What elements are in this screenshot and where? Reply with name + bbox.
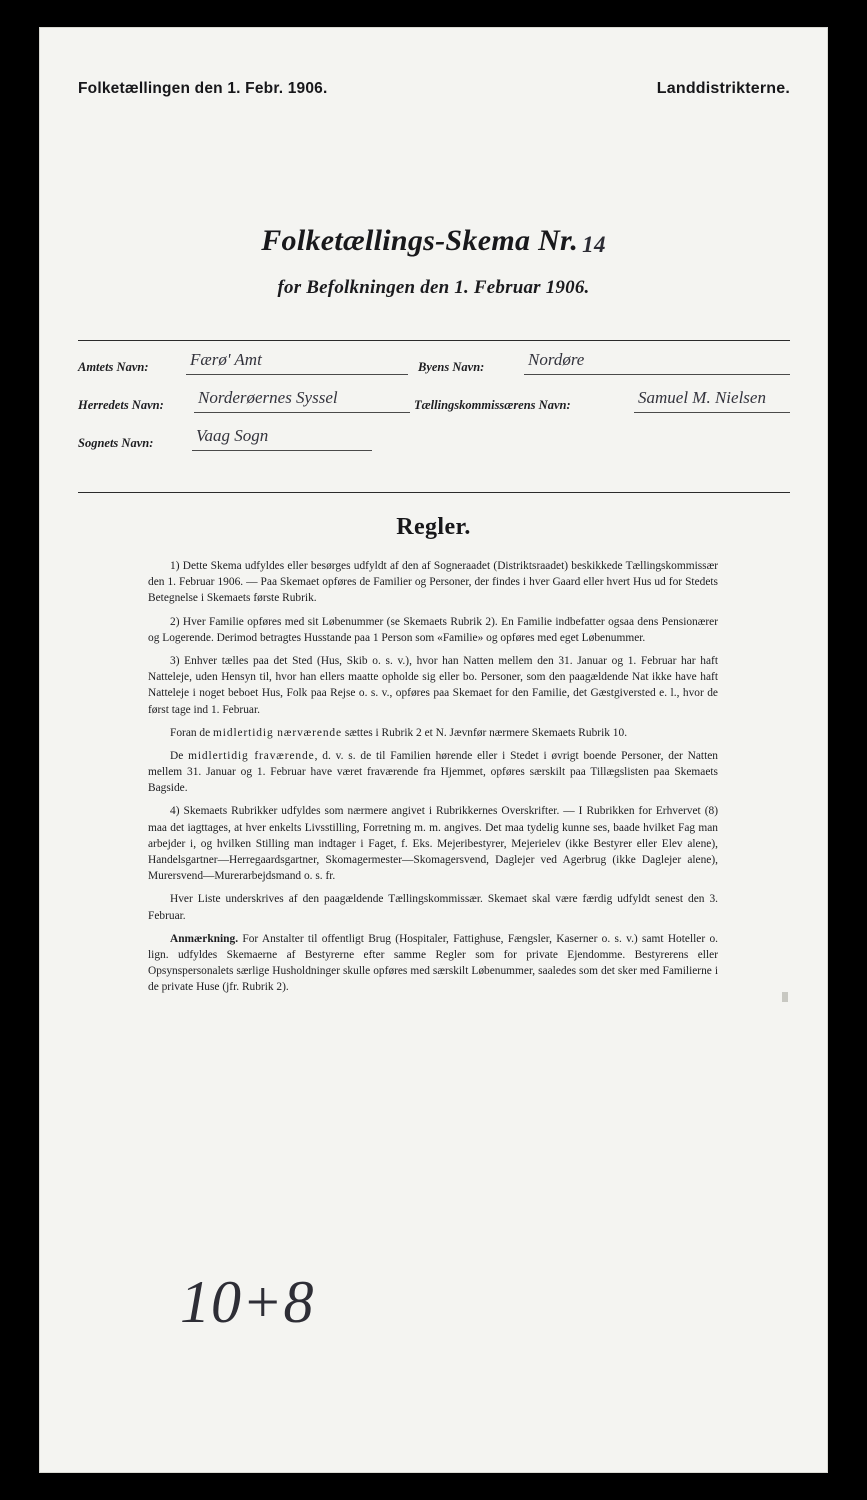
printed-header — [78, 80, 790, 98]
page-title — [40, 224, 827, 258]
value-sognets-navn: Vaag Sogn — [196, 426, 269, 445]
sheet-content — [40, 28, 827, 1472]
label-byens-navn: Byens Navn: — [418, 360, 485, 374]
label-amtets-navn: Amtets Navn: — [78, 360, 149, 374]
scanned-document-page — [40, 28, 827, 1472]
label-herredets-navn: Herredets Navn: — [78, 398, 164, 412]
value-byens-navn: Nordøre — [528, 350, 585, 369]
value-taellingskommissaerens-navn: Samuel M. Nielsen — [638, 388, 766, 407]
scan-edge-mark — [782, 992, 788, 1002]
page-title-text: Folketællings-Skema Nr. — [261, 224, 579, 257]
rule-herredets-navn — [194, 412, 410, 413]
field-row-1 — [78, 350, 790, 390]
value-amtets-navn: Færø' Amt — [190, 350, 262, 369]
rule-amtets-navn — [186, 374, 408, 375]
form-fields — [78, 350, 790, 462]
rule-note-label: Anmærkning. — [170, 932, 239, 945]
rule-paragraph-1: 1) Dette Skema udfyldes eller besørges udfyldt af den af Sogneraadet (Distriktsraadet) beskikkede Tællingskommissær den 1. Februar 1906. — Paa Skemaet opføres de Familier og Personer, der findes i hver Gaard eller hvert Hus ud for Stedets Betegnelse i Skemaets første Rubrik. — [148, 560, 718, 605]
field-row-2 — [78, 390, 790, 426]
regler-body — [148, 558, 718, 1003]
field-row-3 — [78, 426, 790, 462]
rule-sognets-navn — [192, 450, 372, 451]
rule-paragraph-3: 3) Enhver tælles paa det Sted (Hus, Skib o. s. v.), hvor han Natten mellem den 31. Januar og 1. Februar har haft Natteleje, uden Hensyn til, hvor han ellers maatte opholde sig eller bo. Personer, som den paagældende Nat ikke have haft Natteleje i noget beboet Hus, Folk paa Rejse o. s. v., opføres paa Skemaet for den Familie, det Gæstgiversted e. l., hvor de først tage ind 1. Februar. — [148, 654, 718, 716]
rule-paragraph-2: 2) Hver Familie opføres med sit Løbenummer (se Skemaets Rubrik 2). En Familie indbefatter ogsaa dens Pensionærer og Logerende. Derimod betragtes Husstande paa 1 Person som «Familie» og opføres med eget Løbenummer. — [148, 615, 718, 644]
header-left-text: Folketællingen den 1. Febr. 1906. — [78, 80, 328, 97]
rule-paragraph-5: De midlertidig fraværende, d. v. s. de til Familien hørende eller i Stedet i øvrigt boende Personer, der Natten mellem 31. Januar og 1. Februar have været fraværende fra Hjemmet, opføres særskilt paa Tillægslisten paa Skemaets Bagside. — [148, 749, 718, 795]
rule-note-text: For Anstalter til offentligt Brug (Hospitaler, Fattighuse, Fængsler, Kaserner o. s. v.) samt Hoteller o. lign. udfyldes Skemaerne af Bestyrerne efter samme Regler som for private Ejendomme. Bestyrerens eller Opsynspersonalets særlige Husholdninger skulle opføres med særskilt Løbenummer, saaledes som det sker med Familierne i de private Huse (jfr. Rubrik 2). — [148, 932, 718, 994]
rule-note — [148, 931, 718, 996]
divider-top — [78, 340, 790, 341]
page-subtitle: for Befolkningen den 1. Februar 1906. — [277, 277, 590, 298]
rule-byens-navn — [524, 374, 790, 375]
value-herredets-navn: Norderøernes Syssel — [198, 388, 338, 407]
rule-paragraph-7: Hver Liste underskrives af den paagældende Tællingskommissær. Skemaet skal være færdig udfyldt senest den 3. Februar. — [148, 893, 718, 922]
rule-paragraph-4: Foran de midlertidig nærværende sættes i Rubrik 2 et N. Jævnfør nærmere Skemaets Rubrik 10. — [170, 726, 628, 739]
handwritten-form-number: 14 — [582, 232, 606, 257]
label-taellingskommissaerens-navn: Tællingskommissærens Navn: — [414, 398, 571, 412]
handwritten-bottom-annotation: 10+8 — [180, 1269, 315, 1335]
label-sognets-navn: Sognets Navn: — [78, 436, 154, 450]
regler-heading: Regler. — [396, 514, 471, 540]
header-right-text: Landdistrikterne. — [656, 80, 790, 97]
rule-paragraph-6: 4) Skemaets Rubrikker udfyldes som nærmere angivet i Rubrikkernes Overskrifter. — I Rubrikken for Erhvervet (8) maa det iagttages, at hver enkelts Livsstilling, Forretning m. m. angives. Det maa tydelig kunne ses, baade hvilket Fag man arbejder i, og hvilken Stilling man indtager i Faget, f. Eks. Mejeribestyrer, Mejerielev (ikke Bestyrer eller Elev alene), Handelsgartner—Herregaardsgartner, Skomagermester—Skomagersvend, Daglejer ved Agerbrug (ikke Daglejer alene), Murersvend—Murerarbejdsmand o. s. fr. — [148, 805, 718, 883]
divider-bottom — [78, 492, 790, 493]
rule-taellingskommissaerens-navn — [634, 412, 790, 413]
title-block — [40, 224, 827, 299]
